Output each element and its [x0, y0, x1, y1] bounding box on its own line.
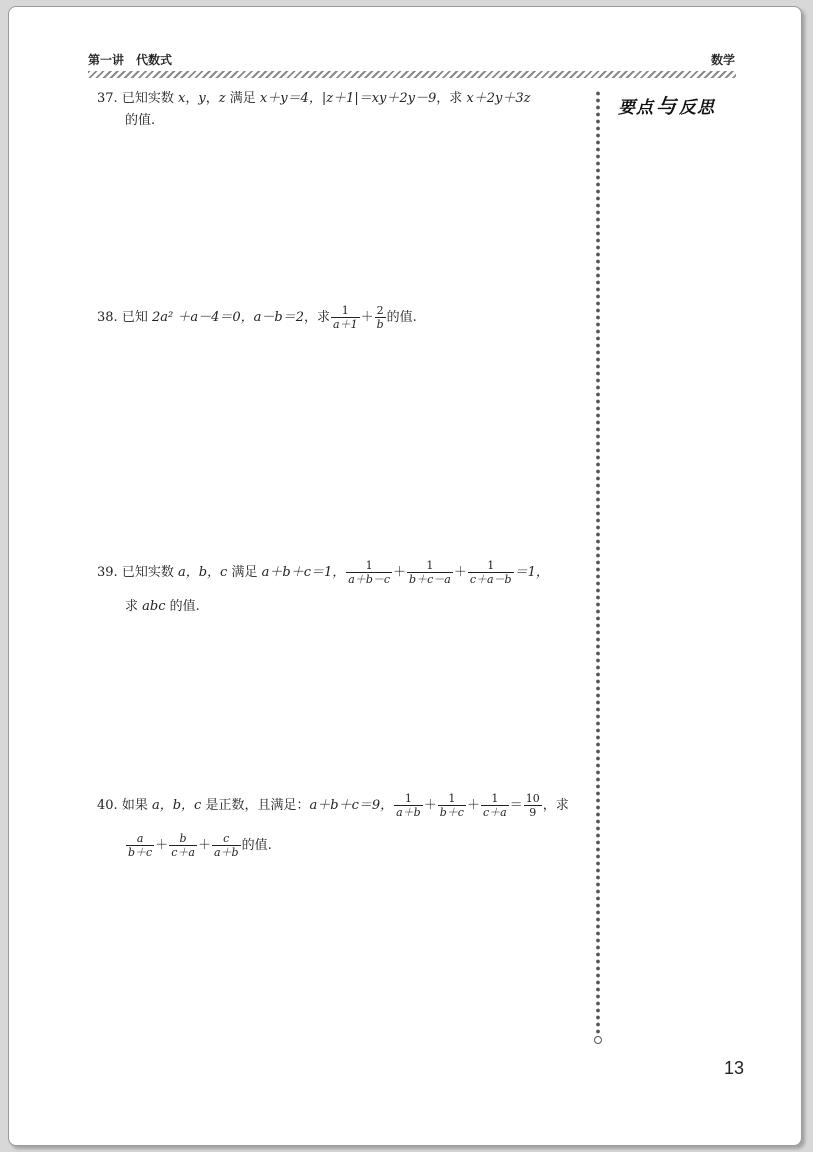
- fraction: [375, 304, 386, 331]
- separator: ，: [205, 91, 219, 106]
- logo-text-key-points: 要点: [618, 98, 654, 118]
- divider-end-circle: [594, 1036, 602, 1044]
- question-text: 的值.: [386, 310, 417, 325]
- header-hatch-rule: [88, 71, 736, 78]
- notes-reflection-logo: [618, 90, 715, 119]
- fraction-numerator: 1: [487, 559, 495, 572]
- equals-sign: ＝: [509, 798, 523, 813]
- math-expression: x＋y＝4，|z＋1|＝xy＋2y－9: [259, 91, 437, 106]
- fraction-denominator: a＋b: [213, 846, 239, 859]
- question-text: 的值.: [241, 838, 272, 853]
- fraction-denominator: 9: [524, 805, 542, 819]
- math-expression: abc: [142, 599, 166, 614]
- fraction: [468, 559, 514, 586]
- fraction-numerator: 1: [426, 559, 434, 572]
- plus-sign: ＋: [423, 798, 437, 813]
- question-text: 已知: [121, 310, 148, 325]
- running-header: [88, 48, 735, 68]
- question-text: 求: [125, 599, 139, 614]
- math-var: x: [177, 91, 186, 106]
- math-expression: x＋2y＋3z: [466, 91, 531, 106]
- math-expression: ＝1，: [514, 565, 549, 580]
- fraction-denominator: b＋c: [439, 806, 464, 819]
- question-text: 是正数，且满足：: [205, 798, 310, 813]
- plus-sign: ＋: [393, 565, 407, 580]
- question-text: 已知实数: [121, 565, 174, 580]
- fraction: [212, 832, 241, 859]
- plus-sign: ＋: [155, 838, 169, 853]
- math-var: z: [218, 91, 226, 106]
- question-number: 39.: [97, 565, 118, 580]
- question-38: [97, 304, 577, 331]
- math-expression: a＋b＋c＝1，: [261, 565, 346, 580]
- question-text: 满足: [231, 565, 258, 580]
- question-39: [97, 556, 577, 624]
- question-text: ，求: [304, 310, 331, 325]
- math-var: y: [198, 91, 206, 106]
- fraction: [438, 792, 466, 819]
- question-continuation: [97, 590, 577, 624]
- fraction: [394, 792, 423, 819]
- question-text: 已知实数: [121, 91, 174, 106]
- fraction-numerator: 10: [525, 792, 540, 805]
- fraction-denominator: c＋a: [482, 806, 507, 819]
- math-expression: a，b，c: [151, 798, 202, 813]
- chapter-title: 第一讲 代数式: [88, 53, 173, 67]
- plus-sign: ＋: [466, 798, 480, 813]
- fraction-numerator: 1: [341, 304, 349, 317]
- logo-text-reflection: 反思: [679, 98, 715, 118]
- question-text: 的值.: [169, 599, 200, 614]
- fraction: [346, 559, 392, 586]
- question-text: 如果: [121, 798, 148, 813]
- subject-label: 数学: [710, 53, 735, 67]
- fraction-numerator: 1: [448, 792, 456, 805]
- plus-sign: ＋: [197, 838, 211, 853]
- question-number: 38.: [97, 310, 118, 325]
- separator: ，: [185, 91, 199, 106]
- question-text: ，求: [436, 91, 463, 106]
- fraction: [331, 304, 360, 331]
- fraction-denominator: a＋b－c: [348, 573, 391, 586]
- question-continuation: [97, 826, 577, 866]
- fraction: [126, 832, 154, 859]
- fraction-denominator: b: [376, 318, 384, 331]
- fraction-numerator: 1: [365, 559, 373, 572]
- fraction-numerator: 2: [376, 304, 384, 317]
- logo-text-and: 与: [656, 94, 677, 118]
- fraction: [407, 559, 453, 586]
- fraction-numerator: b: [179, 832, 187, 845]
- fraction: [481, 792, 509, 819]
- fraction-denominator: c＋a: [171, 846, 195, 859]
- plus-sign: ＋: [453, 565, 467, 580]
- fraction-denominator: a＋b: [396, 806, 421, 819]
- math-expression: a＋b＋c＝9，: [309, 798, 394, 813]
- fraction-numerator: c: [223, 832, 230, 845]
- fraction: [524, 792, 542, 819]
- question-40: [97, 786, 577, 866]
- fraction-denominator: b＋c－a: [409, 573, 451, 586]
- fraction-numerator: 1: [491, 792, 499, 805]
- math-expression: a，b，c: [177, 565, 228, 580]
- question-number: 37.: [97, 91, 118, 106]
- question-text: 满足: [229, 91, 256, 106]
- fraction-numerator: 1: [404, 792, 412, 805]
- question-37: [97, 88, 577, 132]
- page-number: 13: [724, 1058, 745, 1078]
- question-text: ，求: [542, 798, 569, 813]
- math-expression: 2a² ＋a－4＝0，a－b＝2: [151, 310, 304, 325]
- plus-sign: ＋: [360, 310, 374, 325]
- fraction-denominator: c＋a－b: [469, 573, 512, 586]
- dotted-margin-divider: [594, 90, 602, 1040]
- fraction-denominator: a＋1: [333, 318, 358, 331]
- question-number: 40.: [97, 798, 118, 813]
- fraction: [169, 832, 197, 859]
- fraction-numerator: a: [136, 832, 144, 845]
- question-text: 的值.: [125, 113, 156, 128]
- fraction-denominator: b＋c: [128, 846, 153, 859]
